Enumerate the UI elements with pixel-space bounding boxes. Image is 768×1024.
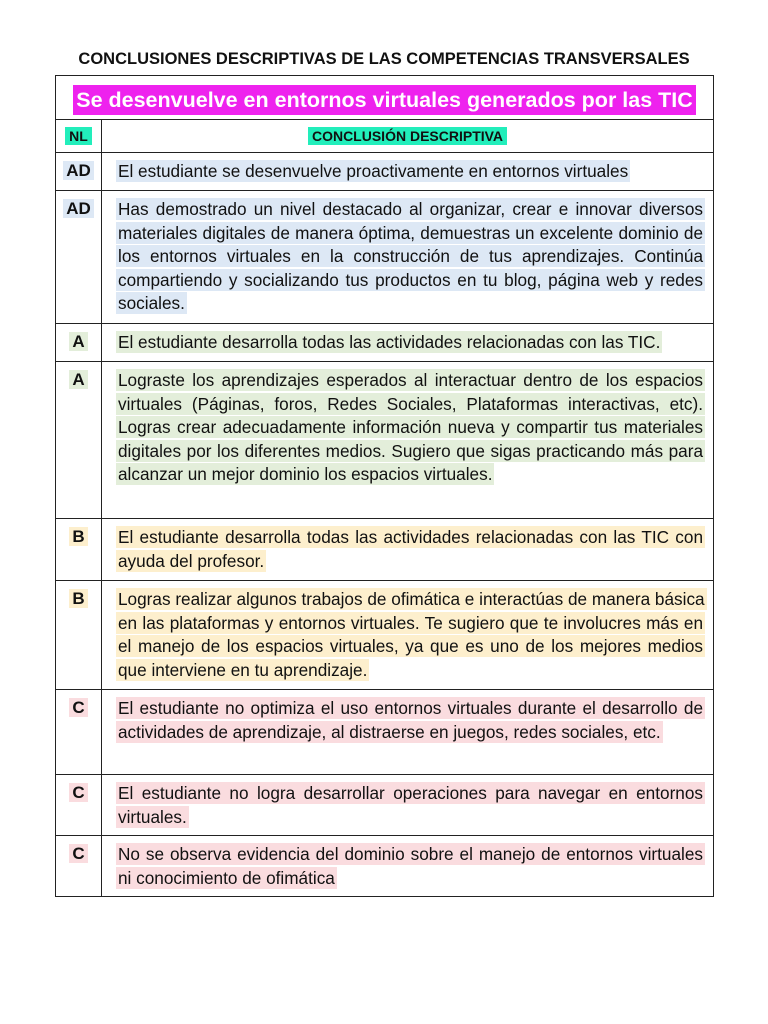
- conclusions-table: [55, 75, 714, 897]
- level-label: A: [69, 332, 87, 351]
- level-label: C: [69, 698, 87, 717]
- table-row: [56, 775, 714, 836]
- level-label: AD: [63, 199, 94, 218]
- table-row: [56, 836, 714, 897]
- table-header-row: [56, 120, 714, 153]
- conclusion-text: No se observa evidencia del dominio sobre el manejo de entornos virtuales ni conocimiento de ofimática: [118, 844, 704, 888]
- level-label: AD: [63, 161, 94, 180]
- level-label: A: [69, 370, 87, 389]
- competency-title: Se desenvuelve en entornos virtuales generados por las TIC: [73, 85, 696, 115]
- level-label: C: [69, 783, 87, 802]
- conclusion-text: Logras realizar algunos trabajos de ofimática e interactúas de manera básica en las plataformas y entornos virtuales. Te sugiero que te involucres más en el manejo de los espacios virtuales, ya que es uno de los mejores medios que interviene en tu aprendizaje.: [118, 589, 705, 680]
- table-row: [56, 191, 714, 324]
- table-row: [56, 581, 714, 690]
- page-title: CONCLUSIONES DESCRIPTIVAS DE LAS COMPETENCIAS TRANSVERSALES: [78, 50, 690, 68]
- competency-title-row: [56, 76, 714, 120]
- table-row: [56, 519, 714, 581]
- conclusion-text: El estudiante desarrolla todas las actividades relacionadas con las TIC.: [118, 332, 661, 352]
- table-row: [56, 153, 714, 191]
- level-column-header: NL: [65, 127, 92, 145]
- level-label: C: [69, 844, 87, 863]
- level-label: B: [69, 589, 87, 608]
- table-row: [56, 690, 714, 775]
- table-row: [56, 362, 714, 519]
- conclusion-text: Has demostrado un nivel destacado al organizar, crear e innovar diversos materiales digitales de manera óptima, demuestras un excelente dominio de los entornos virtuales en la construcción de tus aprendizajes. Continúa compartiendo y socializando tus productos en tu blog, página web y redes sociales.: [118, 199, 704, 313]
- table-row: [56, 324, 714, 362]
- level-label: B: [69, 527, 87, 546]
- conclusion-text: El estudiante desarrolla todas las actividades relacionadas con las TIC con ayuda del profesor.: [118, 527, 704, 571]
- conclusion-column-header: CONCLUSIÓN DESCRIPTIVA: [308, 127, 507, 145]
- conclusion-text: Lograste los aprendizajes esperados al interactuar dentro de los espacios virtuales (Páginas, foros, Redes Sociales, Plataformas interactivas, etc). Logras crear adecuadamente información nueva y compartir tus materiales digitales por los diferentes medios. Sugiero que sigas practicando más para alcanzar un mejor dominio los espacios virtuales.: [118, 370, 704, 484]
- conclusion-text: El estudiante no logra desarrollar operaciones para navegar en entornos virtuales.: [118, 783, 704, 827]
- conclusion-text: El estudiante se desenvuelve proactivamente en entornos virtuales: [118, 161, 629, 181]
- conclusion-text: El estudiante no optimiza el uso entornos virtuales durante el desarrollo de actividades de aprendizaje, al distraerse en juegos, redes sociales, etc.: [118, 698, 704, 742]
